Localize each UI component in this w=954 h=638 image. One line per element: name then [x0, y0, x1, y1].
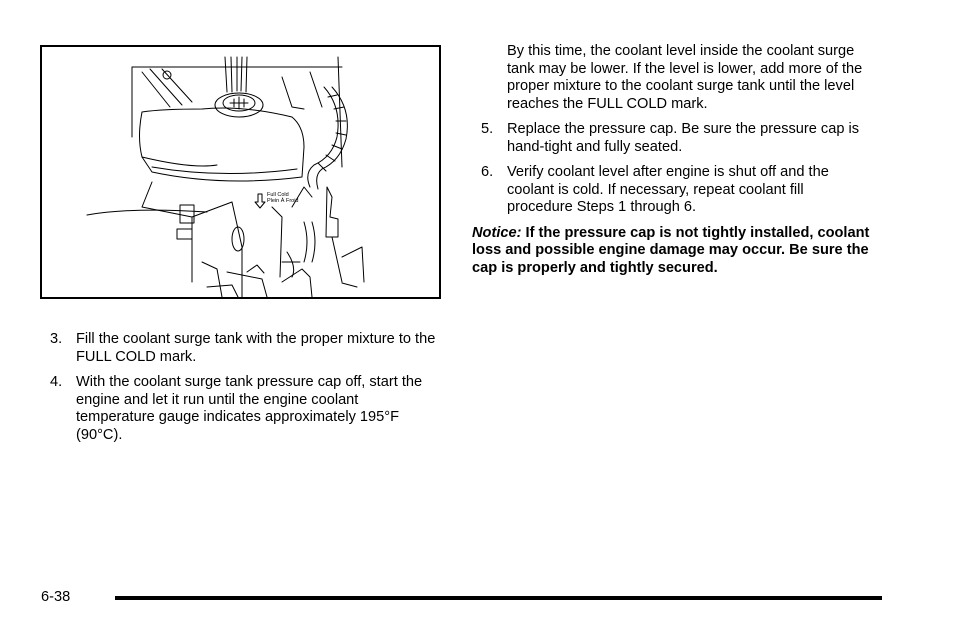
step-4 — [50, 374, 440, 444]
surge-tank — [140, 108, 305, 181]
step-text: Verify coolant level after engine is shut off and the coolant is cold. If necessary, repeat coolant fill procedure Steps 1 through 6. — [507, 164, 829, 215]
notice-paragraph — [472, 225, 872, 278]
callout-line-2: Plein À Froid — [267, 198, 299, 204]
left-column — [50, 331, 440, 452]
engine-bay-drawing — [42, 47, 439, 297]
hoses — [225, 57, 247, 92]
step-number: 5. — [481, 121, 494, 137]
wire-conduit — [308, 87, 338, 187]
notice-label: Notice: — [472, 224, 522, 241]
step-number: 6. — [481, 164, 494, 180]
step-3 — [50, 331, 440, 366]
step-text: With the coolant surge tank pressure cap off, start the engine and let it run until the engine coolant temperature gauge indicates approximately 195°F (90°C). — [76, 374, 423, 443]
right-column — [472, 43, 872, 277]
step-number: 3. — [50, 331, 63, 347]
coolant-surge-tank-illustration — [40, 45, 441, 299]
callout-line-1: Full Cold — [267, 192, 289, 198]
level-arrow-icon — [255, 194, 265, 208]
full-cold-callout — [267, 192, 299, 204]
notice-text: If the pressure cap is not tightly installed, coolant loss and possible engine damage may occur. Be sure the cap is properly and tightly secured. — [472, 224, 870, 276]
page-number: 6-38 — [41, 589, 71, 605]
step-5 — [472, 121, 872, 156]
footer-rule — [115, 596, 882, 600]
step-4-continuation: By this time, the coolant level inside the coolant surge tank may be lower. If the level is lower, add more of the proper mixture to the coolant surge tank until the level reaches the FULL COLD mark. — [507, 43, 863, 112]
step-text: Fill the coolant surge tank with the proper mixture to the FULL COLD mark. — [76, 331, 436, 365]
step-number: 4. — [50, 374, 63, 390]
step-text: Replace the pressure cap. Be sure the pressure cap is hand-tight and fully seated. — [507, 121, 860, 155]
step-6 — [472, 164, 872, 217]
